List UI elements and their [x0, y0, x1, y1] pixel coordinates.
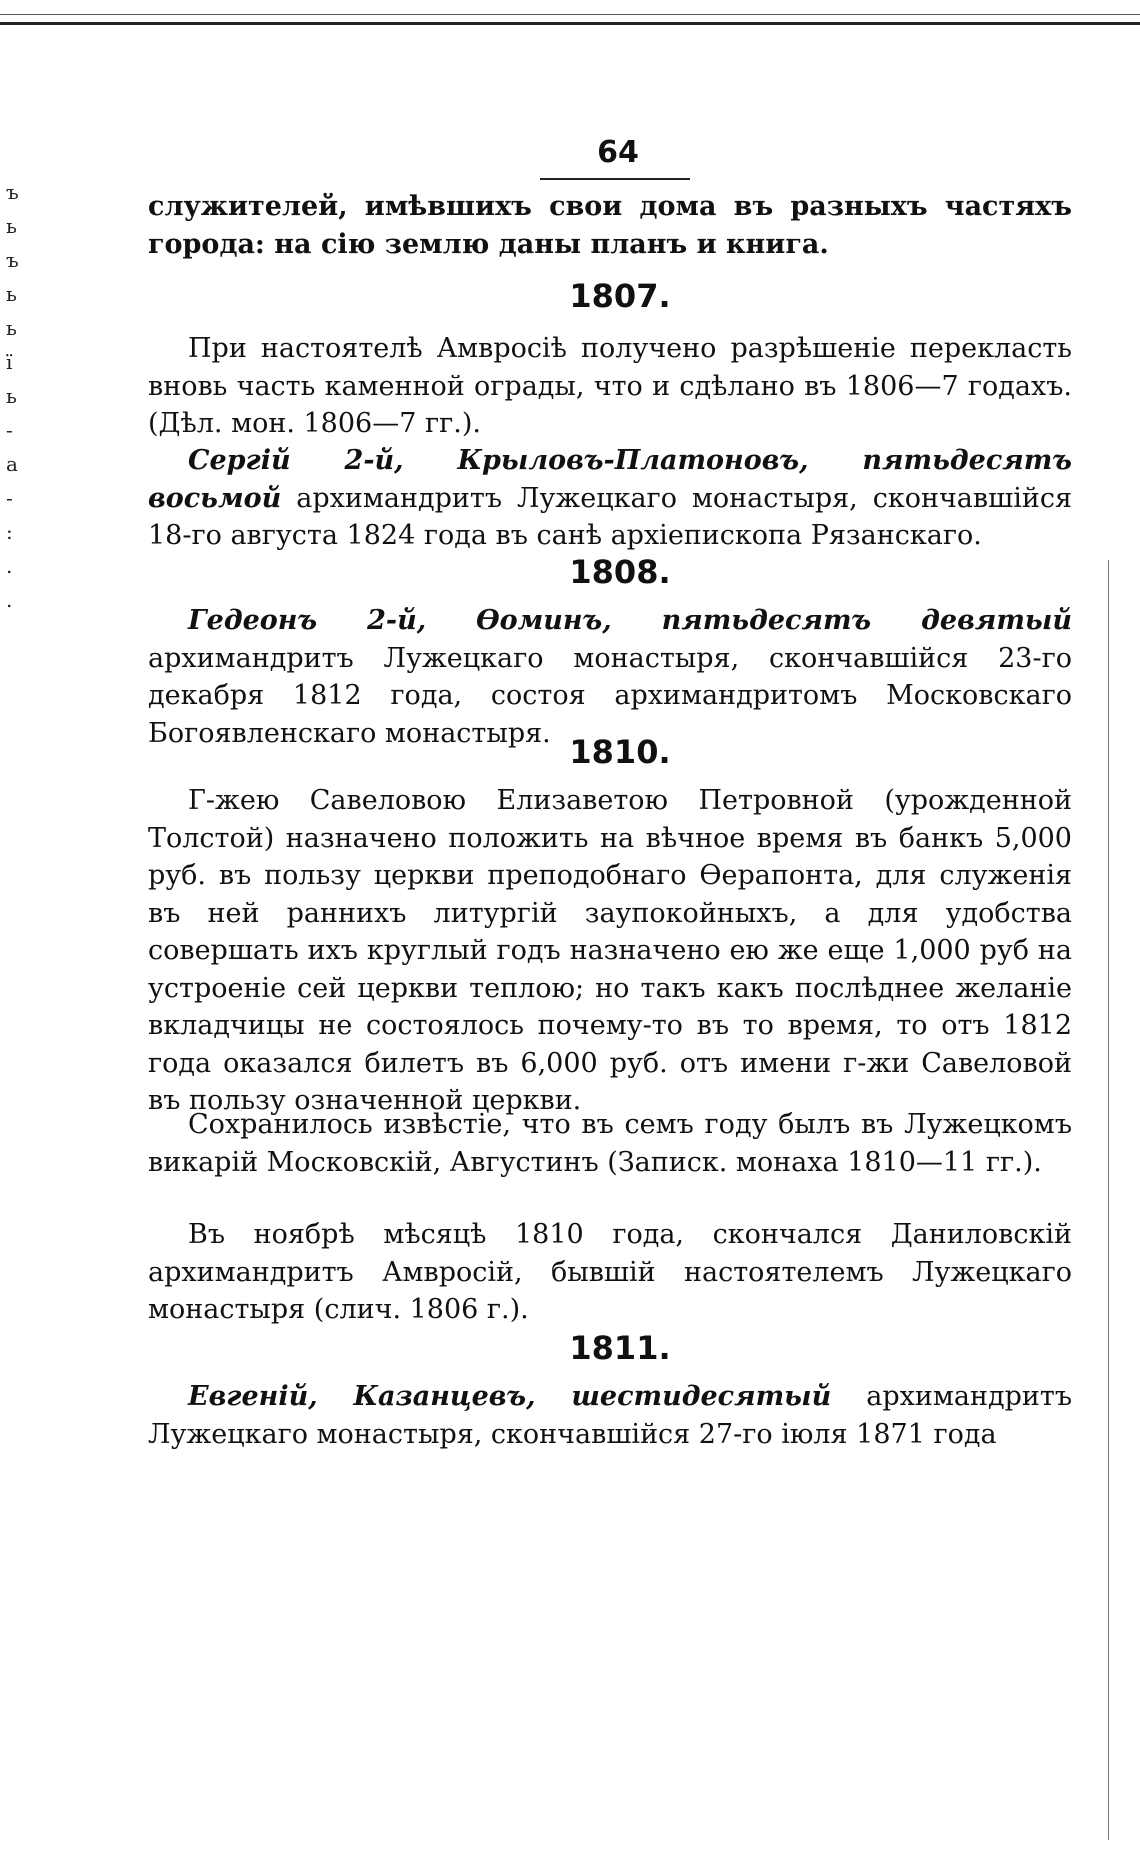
paragraph-sergiy-text: архимандритъ Лужецкаго монастыря, скончавшійся 18-го августа 1824 года въ санѣ архіепископа Рязанскаго.	[148, 482, 1072, 551]
page-number: 64	[597, 135, 639, 170]
year-heading-1808: 1808.	[569, 553, 671, 591]
year-heading-1811: 1811.	[569, 1329, 671, 1367]
margin-mark: .	[6, 588, 13, 612]
margin-mark: ї	[6, 350, 13, 374]
paragraph-evgeniy-text: архимандритъ Лужецкаго монастыря, скончавшійся 27-го іюля 1871 года	[148, 1381, 1072, 1450]
paragraph-ambrose-wall: При настоятелѣ Амвросіѣ получено разрѣшеніе переклaсть вновь часть каменной ограды, что и сдѣлано въ 1806—7 годахъ. (Дѣл. мон. 1806—7 гг.).	[148, 333, 1072, 439]
year-heading-1810: 1810.	[569, 733, 671, 771]
top-border-thin-line	[0, 14, 1140, 15]
paragraph-augustine: Сохранилось извѣстіе, что въ семъ году былъ въ Лужецкомъ викарій Московскій, Августинъ (Записк. монаха 1810—11 гг.).	[148, 1109, 1072, 1178]
paragraph-ambrose-death: Въ ноябрѣ мѣсяцѣ 1810 года, скончался Даниловскій архимандритъ Амвросій, бывшій настоятелемъ Лужецкаго монастыря (слич. 1806 г.).	[148, 1219, 1072, 1325]
abbot-names-gedeon: Гедеонъ 2-й, Ѳоминъ, пятьдесятъ девятый	[188, 605, 1072, 636]
paragraph-continuation: служителей, имѣвшихъ свои дома въ разныхъ частяхъ города: на сію землю даны планъ и книга.	[148, 191, 1072, 260]
margin-mark: ь	[6, 316, 17, 340]
margin-mark: -	[6, 486, 13, 510]
page-number-underline	[540, 178, 690, 180]
abbot-names-sergiy: Сергій 2-й, Крыловъ-Платоновъ, пятьдесятъ восьмой	[148, 445, 1072, 514]
margin-mark: ъ	[6, 180, 19, 204]
paragraph-savelova-donation: Г-жею Савеловою Елизаветою Петровной (урожденной Толстой) назначено положить на вѣчное время въ банкъ 5,000 руб. въ пользу церкви преподобнаго Ѳерапонта, для служенія въ ней раннихъ литургій заупокойныхъ, а для удобства совершать ихъ круглый годъ назначено ею же еще 1,000 руб на устроеніе сей церкви теплою; но такъ какъ послѣднее желаніе вкладчицы не состоялось почему-то въ то время, то отъ 1812 года оказался билетъ въ 6,000 руб. отъ имени г-жи Савеловой въ пользу означенной церкви.	[148, 785, 1072, 1116]
margin-mark: -	[6, 418, 13, 442]
right-margin-rule	[1108, 560, 1109, 1840]
paragraph-gedeon-text: архимандритъ Лужецкаго монастыря, скончавшійся 23-го декабря 1812 года, состоя архимандритомъ Московскаго Богоявленскаго монастыря.	[148, 642, 1072, 749]
year-heading-1807: 1807.	[569, 277, 671, 315]
abbot-names-evgeniy: Евгеній, Казанцевъ, шестидесятый	[188, 1381, 832, 1412]
margin-mark: :	[6, 520, 13, 544]
margin-mark: .	[6, 554, 13, 578]
paragraph-evgeniy	[148, 1378, 1072, 1453]
left-margin-bleed-marks	[6, 175, 30, 617]
margin-mark: ь	[6, 214, 17, 238]
paragraph-gedeon	[148, 602, 1072, 752]
margin-mark: а	[6, 452, 18, 476]
top-border-line	[0, 22, 1140, 25]
margin-mark: ъ	[6, 248, 19, 272]
margin-mark: ь	[6, 384, 17, 408]
margin-mark: ь	[6, 282, 17, 306]
paragraph-sergiy	[148, 442, 1072, 555]
